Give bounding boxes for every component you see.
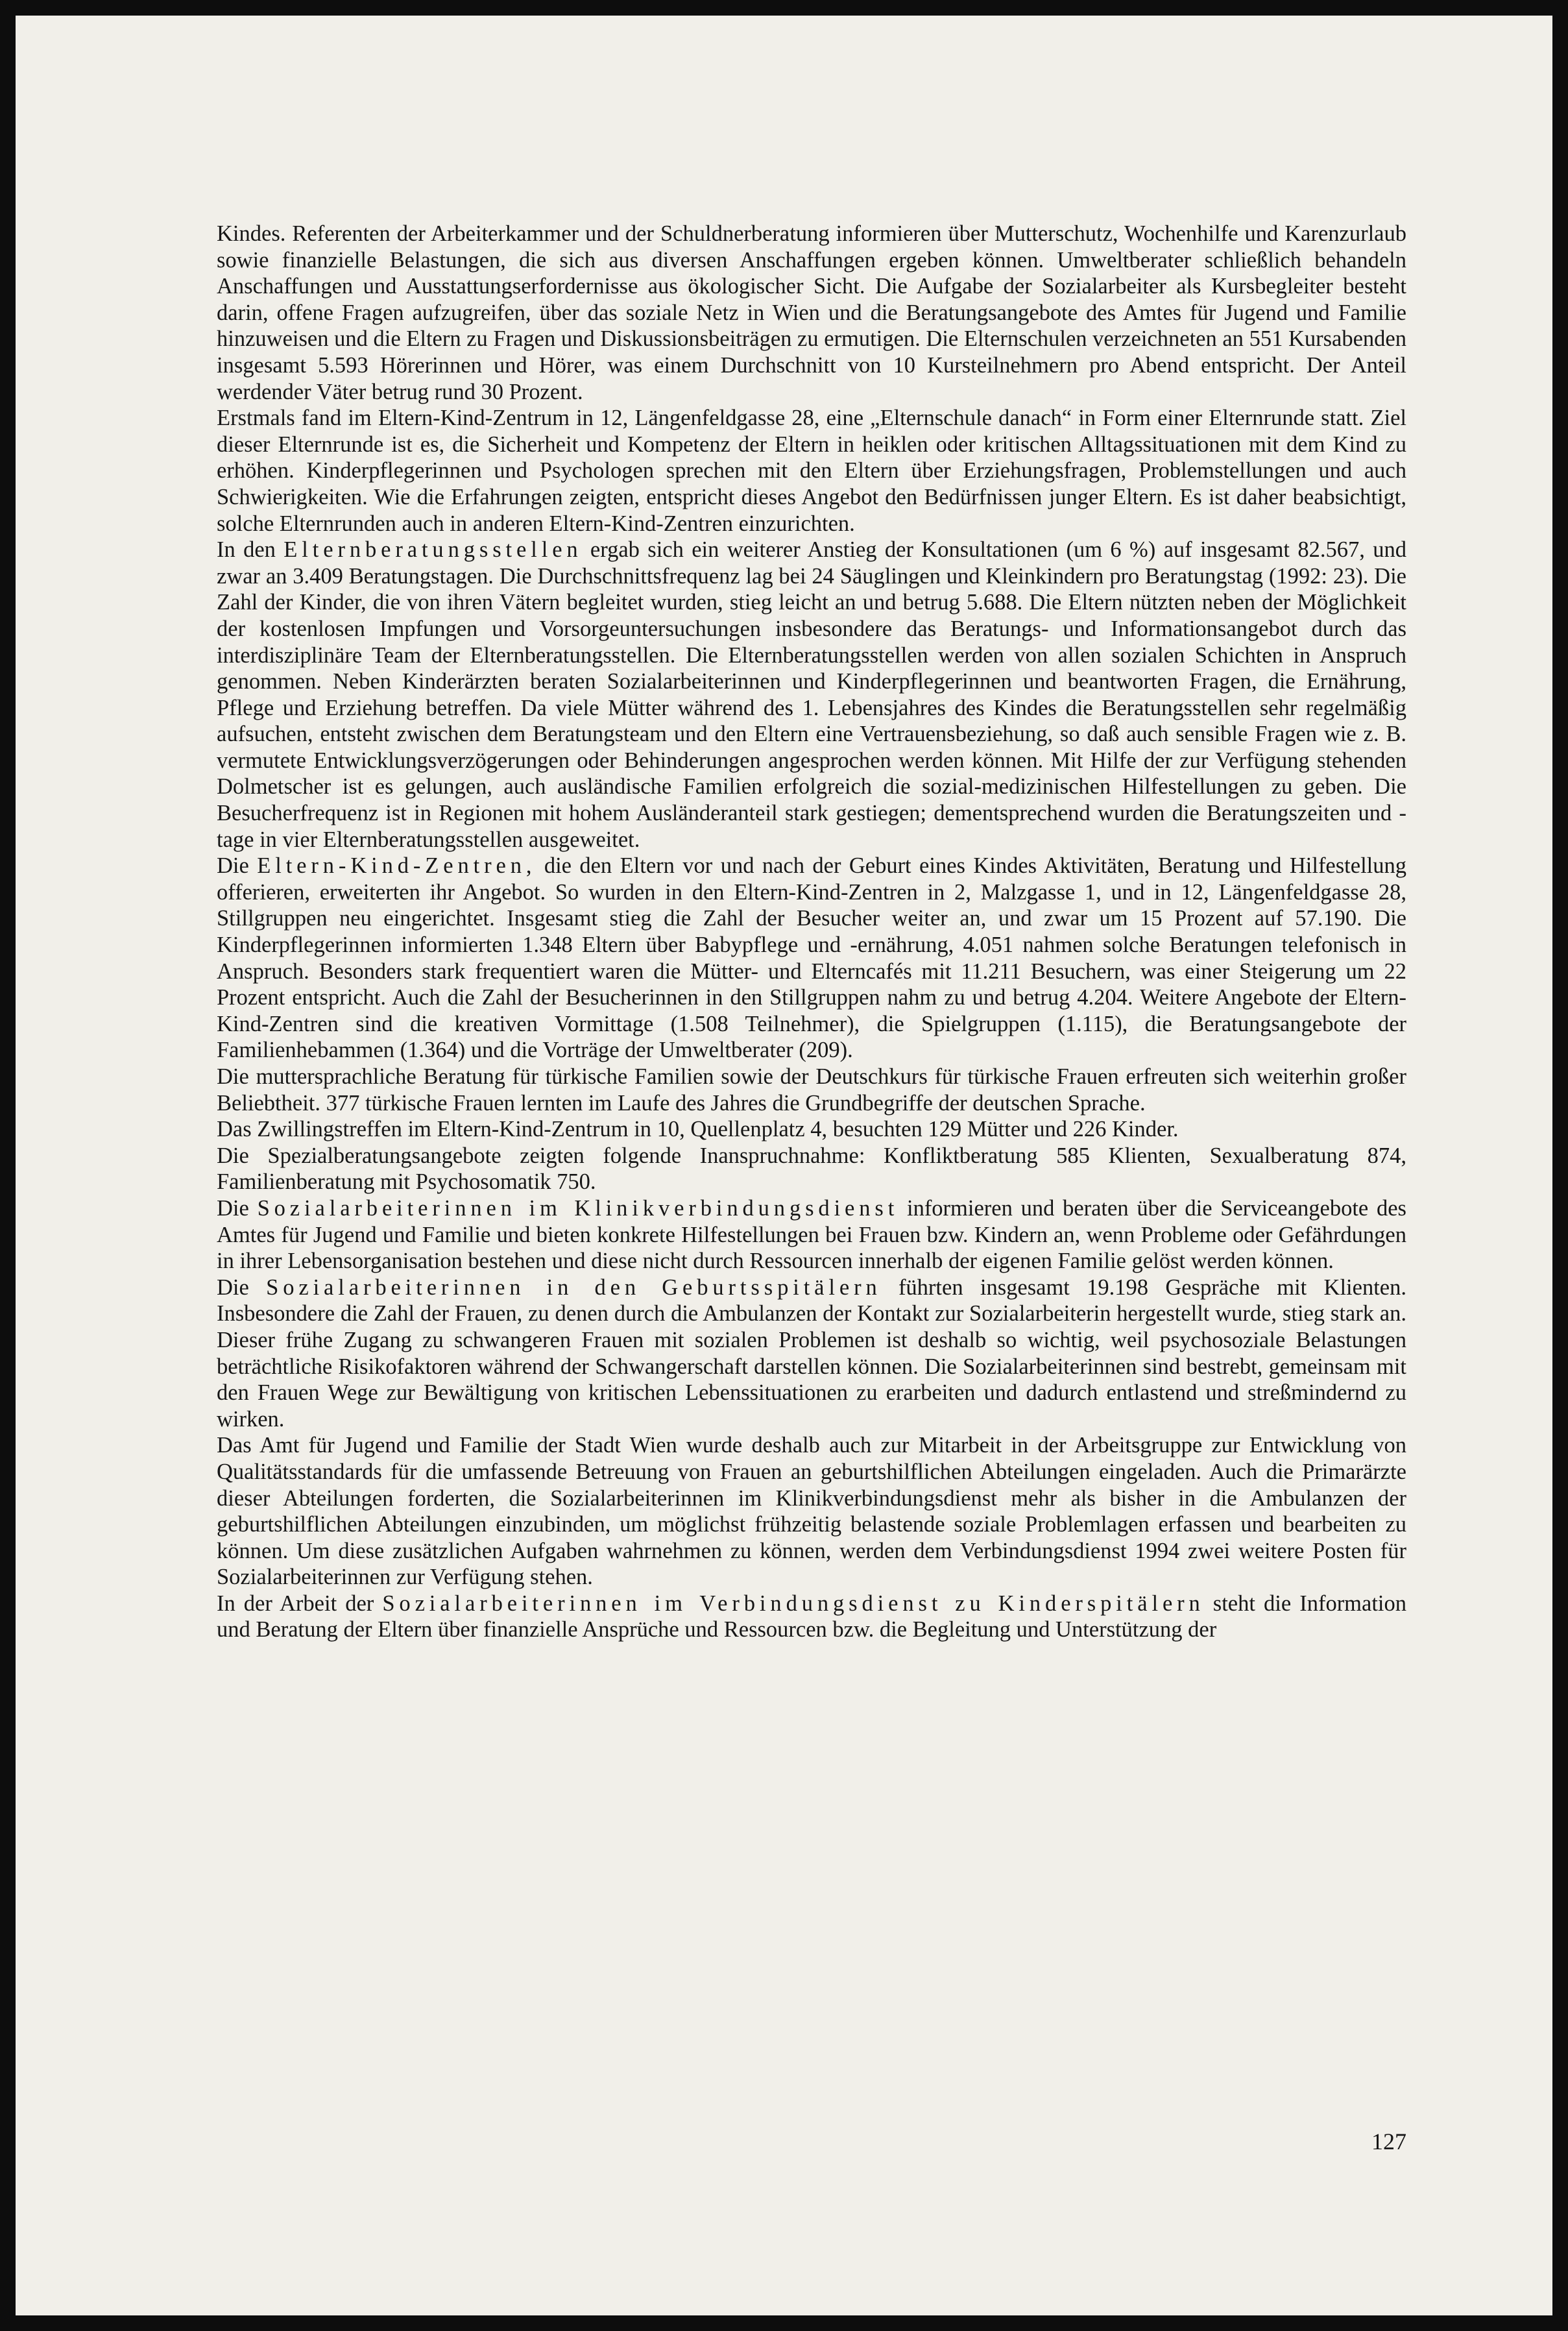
- paragraph: [217, 537, 1406, 853]
- text-run: Die muttersprachliche Beratung für türkische Familien sowie der Deutschkurs für türkische Frauen erfreuten sich weiterhin großer Beliebtheit. 377 türkische Frauen lernten im Laufe des Jahres die Grundbegriffe der deutschen Sprache.: [217, 1064, 1406, 1116]
- text-run: ergab sich ein weiterer Anstieg der Konsultationen (um 6 %) auf insgesamt 82.567, und zwar an 3.409 Beratungstagen. Die Durchschnittsfrequenz lag bei 24 Säuglingen und Kleinkindern pro Beratungstag (1992: 23). Die Zahl der Kinder, die von ihren Vätern begleitet wurden, stieg leicht an und betrug 5.688. Die Eltern nützten neben der Möglichkeit der kostenlosen Impfungen und Vorsorgeuntersuchungen insbesondere das Beratungs- und Informationsangebot durch das interdisziplinäre Team der Elternberatungsstellen. Die Elternberatungsstellen werden von allen sozialen Schichten in Anspruch genommen. Neben Kinderärzten beraten Sozialarbeiterinnen und Kinderpflegerinnen und beantworten Fragen, die Ernährung, Pflege und Erziehung betreffen. Da viele Mütter während des 1. Lebensjahres des Kindes die Beratungsstellen sehr regelmäßig aufsuchen, entsteht zwischen dem Beratungsteam und den Eltern eine Vertrauensbeziehung, so daß auch sensible Fragen wie z. B. vermutete Entwicklungsverzögerungen oder Behinderungen angesprochen werden können. Mit Hilfe der zur Verfügung stehenden Dolmetscher ist es gelungen, auch ausländische Familien erfolgreich die sozial-medizinischen Hilfestellungen zu geben. Die Besucherfrequenz ist in Regionen mit hohem Ausländeranteil stark gestiegen; dementsprechend wurden die Beratungszeiten und -tage in vier Elternberatungsstellen ausgeweitet.: [217, 537, 1406, 852]
- body-text: [217, 221, 1406, 1643]
- paragraph: [217, 1064, 1406, 1116]
- text-run: Das Zwillingstreffen im Eltern-Kind-Zentrum in 10, Quellenplatz 4, besuchten 129 Mütter und 226 Kinder.: [217, 1117, 1179, 1142]
- paragraph: [217, 221, 1406, 405]
- spaced-emphasis: Eltern-Kind-Zentren,: [257, 853, 537, 879]
- paragraph: [217, 1275, 1406, 1433]
- page-number: 127: [1371, 2129, 1406, 2154]
- text-run: Die: [217, 1195, 258, 1221]
- text-run: In den: [217, 537, 284, 563]
- text-run: Die Spezialberatungsangebote zeigten folgende Inanspruchnahme: Konfliktberatung 585 Klienten, Sexualberatung 874, Familienberatung mit Psychosomatik 750.: [217, 1143, 1406, 1195]
- paragraph: [217, 1591, 1406, 1643]
- text-run: die den Eltern vor und nach der Geburt eines Kindes Aktivitäten, Beratung und Hilfestellung offerieren, erweiterten ihr Angebot. So wurden in den Eltern-Kind-Zentren in 2, Malzgasse 1, und in 12, Längenfeldgasse 28, Stillgruppen neu eingerichtet. Insgesamt stieg die Zahl der Besucher weiter an, und zwar um 15 Prozent auf 57.190. Die Kinderpflegerinnen informierten 1.348 Eltern über Babypflege und -ernährung, 4.051 nahmen solche Beratungen telefonisch in Anspruch. Besonders stark frequentiert waren die Mütter- und Elterncafés mit 11.211 Besuchern, was einer Steigerung um 22 Prozent entspricht. Auch die Zahl der Besucherinnen in den Stillgruppen nahm zu und betrug 4.204. Weitere Angebote der Eltern-Kind-Zentren sind die kreativen Vormittage (1.508 Teilnehmer), die Spielgruppen (1.115), die Beratungsangebote der Familienhebammen (1.364) und die Vorträge der Umweltberater (209).: [217, 853, 1406, 1063]
- spaced-emphasis: Sozialarbeiterinnen in den Geburtsspitälern: [266, 1275, 882, 1300]
- text-run: Die: [217, 853, 258, 879]
- spaced-emphasis: Elternberatungsstellen: [283, 537, 583, 563]
- paragraph: [217, 405, 1406, 537]
- text-run: Das Amt für Jugend und Familie der Stadt Wien wurde deshalb auch zur Mitarbeit in der Arbeitsgruppe zur Entwicklung von Qualitätsstandards für die umfassende Betreuung von Frauen an geburtshilflichen Abteilungen eingeladen. Auch die Primarärzte dieser Abteilungen forderten, die Sozialarbeiterinnen im Klinikverbindungsdienst mehr als bisher in die Ambulanzen der geburtshilflichen Abteilungen einzubinden, um möglichst frühzeitig belastende soziale Problemlagen erfassen und bearbeiten zu können. Um diese zusätzlichen Aufgaben wahrnehmen zu können, werden dem Verbindungsdienst 1994 zwei weitere Posten für Sozialarbeiterinnen zur Verfügung stehen.: [217, 1433, 1406, 1590]
- text-run: Kindes. Referenten der Arbeiterkammer und der Schuldnerberatung informieren über Mutterschutz, Wochenhilfe und Karenzurlaub sowie finanzielle Belastungen, die sich aus diversen Anschaffungen ergeben können. Umweltberater schließlich behandeln Anschaffungen und Ausstattungserfordernisse aus ökologischer Sicht. Die Aufgabe der Sozialarbeiter als Kursbegleiter besteht darin, offene Fragen aufzugreifen, über das soziale Netz in Wien und die Beratungsangebote des Amtes für Jugend und Familie hinzuweisen und die Eltern zu Fragen und Diskussionsbeiträgen zu ermutigen. Die Elternschulen verzeichneten an 551 Kursabenden insgesamt 5.593 Hörerinnen und Hörer, was einem Durchschnitt von 10 Kursteilnehmern pro Abend entspricht. Der Anteil werdender Väter betrug rund 30 Prozent.: [217, 221, 1406, 404]
- paragraph: [217, 853, 1406, 1064]
- spaced-emphasis: Sozialarbeiterinnen im Verbindungsdienst zu Kinderspitälern: [382, 1591, 1205, 1616]
- paragraph: [217, 1116, 1406, 1143]
- paragraph: [217, 1143, 1406, 1195]
- text-run: informieren und beraten über die Serviceangebote des Amtes für Jugend und Familie und bieten konkrete Hilfestellungen bei Frauen bzw. Kindern an, wenn Probleme oder Gefährdungen in ihrer Lebensorganisation bestehen und diese nicht durch Ressourcen innerhalb der eigenen Familie gelöst werden können.: [217, 1195, 1406, 1274]
- document-page: [16, 16, 1552, 2315]
- paragraph: [217, 1432, 1406, 1591]
- text-run: In der Arbeit der: [217, 1591, 383, 1616]
- paragraph: [217, 1195, 1406, 1275]
- spaced-emphasis: Sozialarbeiterinnen im Klinikverbindungsdienst: [257, 1195, 899, 1221]
- text-run: führten insgesamt 19.198 Gespräche mit Klienten. Insbesondere die Zahl der Frauen, zu denen durch die Ambulanzen der Kontakt zur Sozialarbeiterin hergestellt wurde, stieg stark an. Dieser frühe Zugang zu schwangeren Frauen mit sozialen Problemen ist deshalb so wichtig, weil psychosoziale Belastungen beträchtliche Risikofaktoren während der Schwangerschaft darstellen können. Die Sozialarbeiterinnen sind bestrebt, gemeinsam mit den Frauen Wege zur Bewältigung von kritischen Lebenssituationen zu erarbeiten und dadurch entlastend und streßmindernd zu wirken.: [217, 1275, 1406, 1432]
- text-run: Die: [217, 1275, 267, 1300]
- text-run: steht die Information und Beratung der Eltern über finanzielle Ansprüche und Ressourcen bzw. die Begleitung und Unterstützung der: [217, 1591, 1406, 1642]
- text-run: Erstmals fand im Eltern-Kind-Zentrum in 12, Längenfeldgasse 28, eine „Elternschule danach“ in Form einer Elternrunde statt. Ziel dieser Elternrunde ist es, die Sicherheit und Kompetenz der Eltern in heiklen oder kritischen Alltagssituationen mit dem Kind zu erhöhen. Kinderpflegerinnen und Psychologen sprechen mit den Eltern über Erziehungsfragen, Problemstellungen und auch Schwierigkeiten. Wie die Erfahrungen zeigten, entspricht dieses Angebot den Bedürfnissen junger Eltern. Es ist daher beabsichtigt, solche Elternrunden auch in anderen Eltern-Kind-Zentren einzurichten.: [217, 406, 1406, 536]
